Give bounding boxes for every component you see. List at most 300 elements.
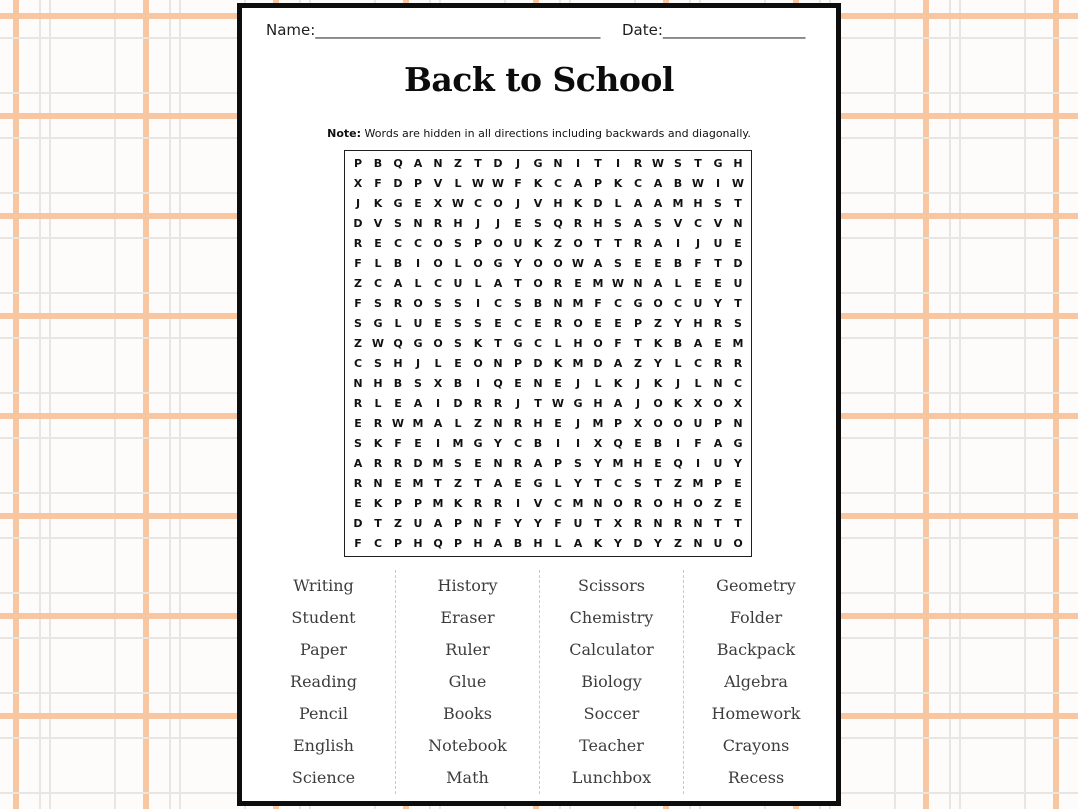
grid-cell: N bbox=[713, 377, 723, 391]
grid-cell: R bbox=[353, 236, 363, 250]
grid-cell: I bbox=[695, 457, 701, 471]
grid-cell: S bbox=[614, 256, 622, 270]
grid-cell: M bbox=[612, 457, 624, 471]
grid-cell: V bbox=[533, 497, 543, 511]
grid-cell: A bbox=[613, 357, 623, 371]
grid-cell: H bbox=[473, 537, 483, 551]
grid-cell: A bbox=[593, 256, 603, 270]
grid-cell: U bbox=[573, 517, 583, 531]
grid-cell: O bbox=[413, 296, 423, 310]
grid-cell: W bbox=[731, 176, 745, 190]
grid-cell: E bbox=[594, 316, 602, 330]
grid-cell: L bbox=[454, 256, 462, 270]
grid-cell: K bbox=[613, 176, 623, 190]
grid-cell: W bbox=[611, 276, 625, 290]
grid-cell: E bbox=[554, 417, 562, 431]
grid-cell: M bbox=[572, 296, 584, 310]
grid-cell: B bbox=[393, 256, 403, 270]
grid-cell: T bbox=[494, 336, 502, 350]
grid-cell: Z bbox=[354, 336, 362, 350]
word-list-item: Crayons bbox=[722, 735, 790, 755]
grid-cell: P bbox=[413, 176, 423, 190]
grid-cell: Z bbox=[474, 417, 482, 431]
grid-cell: O bbox=[693, 497, 703, 511]
grid-cell: R bbox=[633, 517, 643, 531]
grid-cell: L bbox=[414, 276, 422, 290]
grid-cell: T bbox=[654, 477, 662, 491]
grid-cell: H bbox=[673, 497, 683, 511]
word-list-item: History bbox=[437, 576, 498, 596]
grid-cell: O bbox=[573, 316, 583, 330]
grid-cell: L bbox=[594, 377, 602, 391]
grid-cell: N bbox=[353, 377, 363, 391]
grid-cell: J bbox=[675, 377, 681, 391]
grid-cell: L bbox=[694, 377, 702, 391]
grid-cell: B bbox=[393, 377, 403, 391]
grid-cell: H bbox=[693, 316, 703, 330]
letter-grid bbox=[344, 150, 752, 557]
grid-cell: P bbox=[453, 517, 463, 531]
grid-cell: G bbox=[493, 256, 503, 270]
grid-cell: L bbox=[554, 477, 562, 491]
grid-cell: N bbox=[493, 357, 503, 371]
grid-cell: S bbox=[454, 296, 462, 310]
grid-cell: R bbox=[353, 397, 363, 411]
grid-cell: O bbox=[533, 256, 543, 270]
word-list-item: Books bbox=[443, 704, 492, 723]
grid-cell: R bbox=[373, 417, 383, 431]
grid-cell: T bbox=[734, 296, 742, 310]
grid-cell: H bbox=[533, 537, 543, 551]
grid-cell: S bbox=[534, 216, 542, 230]
grid-cell: C bbox=[693, 357, 703, 371]
grid-cell: D bbox=[393, 176, 403, 190]
grid-cell: G bbox=[533, 156, 543, 170]
grid-cell: I bbox=[515, 497, 521, 511]
grid-cell: C bbox=[613, 296, 623, 310]
grid-cell: E bbox=[454, 357, 462, 371]
word-list-item: Notebook bbox=[428, 735, 507, 755]
word-list-item: Glue bbox=[448, 672, 487, 692]
grid-cell: K bbox=[373, 196, 383, 210]
grid-cell: R bbox=[473, 497, 483, 511]
grid-cell: P bbox=[473, 236, 483, 250]
grid-cell: S bbox=[454, 336, 462, 350]
grid-cell: Y bbox=[534, 517, 542, 531]
grid-cell: E bbox=[534, 316, 542, 330]
grid-cell: A bbox=[653, 236, 663, 250]
grid-cell: V bbox=[533, 196, 543, 210]
name-field bbox=[266, 21, 600, 39]
grid-cell: T bbox=[534, 397, 542, 411]
grid-cell: M bbox=[412, 417, 424, 431]
grid-cell: E bbox=[434, 316, 442, 330]
grid-cell: H bbox=[633, 457, 643, 471]
word-list-item: Folder bbox=[729, 608, 783, 628]
grid-cell: X bbox=[613, 517, 623, 531]
grid-cell: A bbox=[653, 276, 663, 290]
grid-cell: E bbox=[494, 316, 502, 330]
grid-cell: E bbox=[374, 236, 382, 250]
grid-cell: G bbox=[533, 477, 543, 491]
grid-cell: Y bbox=[514, 517, 522, 531]
grid-cell: O bbox=[653, 296, 663, 310]
grid-cell: G bbox=[573, 397, 583, 411]
grid-cell: F bbox=[694, 437, 702, 451]
grid-cell: T bbox=[714, 256, 722, 270]
grid-cell: R bbox=[493, 497, 503, 511]
grid-cell: X bbox=[693, 397, 703, 411]
grid-cell: H bbox=[573, 336, 583, 350]
grid-cell: T bbox=[474, 477, 482, 491]
grid-cell: U bbox=[453, 276, 463, 290]
grid-cell: E bbox=[574, 276, 582, 290]
grid-cell: I bbox=[475, 377, 481, 391]
grid-cell: C bbox=[553, 176, 563, 190]
grid-cell: Y bbox=[594, 457, 602, 471]
grid-cell: O bbox=[613, 497, 623, 511]
grid-cell: C bbox=[673, 296, 683, 310]
word-list-item: Ruler bbox=[445, 640, 490, 660]
grid-cell: C bbox=[633, 176, 643, 190]
grid-cell: L bbox=[434, 357, 442, 371]
grid-cell: P bbox=[593, 176, 603, 190]
grid-cell: P bbox=[713, 417, 723, 431]
grid-cell: I bbox=[615, 156, 621, 170]
grid-cell: O bbox=[433, 336, 443, 350]
grid-cell: K bbox=[473, 336, 483, 350]
grid-cell: W bbox=[491, 176, 505, 190]
grid-cell: L bbox=[374, 256, 382, 270]
grid-cell: O bbox=[653, 417, 663, 431]
grid-cell: Z bbox=[714, 497, 722, 511]
grid-cell: T bbox=[714, 517, 722, 531]
grid-cell: E bbox=[414, 437, 422, 451]
grid-cell: K bbox=[613, 377, 623, 391]
grid-cell: J bbox=[515, 156, 521, 170]
grid-cell: E bbox=[414, 196, 422, 210]
grid-cell: D bbox=[633, 537, 643, 551]
grid-cell: H bbox=[453, 216, 463, 230]
grid-cell: B bbox=[513, 537, 523, 551]
grid-cell: I bbox=[435, 397, 441, 411]
grid-cell: Y bbox=[494, 437, 502, 451]
date-line: ___________________ bbox=[662, 21, 806, 39]
word-list-item: Student bbox=[291, 608, 356, 628]
grid-cell: I bbox=[715, 176, 721, 190]
grid-cell: C bbox=[513, 437, 523, 451]
grid-cell: Z bbox=[554, 236, 562, 250]
grid-cell: S bbox=[354, 437, 362, 451]
grid-cell: R bbox=[393, 296, 403, 310]
grid-cell: S bbox=[414, 377, 422, 391]
grid-cell: O bbox=[473, 357, 483, 371]
grid-cell: L bbox=[674, 357, 682, 371]
grid-cell: K bbox=[653, 336, 663, 350]
grid-cell: E bbox=[734, 236, 742, 250]
grid-cell: A bbox=[693, 336, 703, 350]
grid-cell: N bbox=[693, 537, 703, 551]
grid-cell: L bbox=[454, 176, 462, 190]
name-line: ______________________________________ bbox=[315, 21, 601, 39]
grid-cell: J bbox=[415, 357, 421, 371]
grid-cell: R bbox=[513, 417, 523, 431]
grid-cell: M bbox=[432, 497, 444, 511]
grid-cell: Z bbox=[454, 156, 462, 170]
grid-cell: G bbox=[413, 336, 423, 350]
grid-cell: E bbox=[634, 437, 642, 451]
grid-cell: N bbox=[733, 417, 743, 431]
grid-cell: S bbox=[734, 316, 742, 330]
grid-cell: Y bbox=[514, 256, 522, 270]
word-list-item: Recess bbox=[727, 767, 785, 787]
grid-cell: S bbox=[454, 457, 462, 471]
grid-cell: F bbox=[694, 256, 702, 270]
grid-cell: R bbox=[573, 216, 583, 230]
grid-cell: M bbox=[452, 437, 464, 451]
grid-cell: F bbox=[354, 256, 362, 270]
grid-cell: Y bbox=[654, 537, 662, 551]
grid-cell: F bbox=[594, 296, 602, 310]
grid-cell: O bbox=[733, 537, 743, 551]
grid-cell: Q bbox=[673, 457, 683, 471]
grid-cell: N bbox=[553, 156, 563, 170]
grid-cell: K bbox=[573, 196, 583, 210]
grid-cell: G bbox=[373, 316, 383, 330]
grid-cell: R bbox=[553, 276, 563, 290]
grid-cell: M bbox=[432, 457, 444, 471]
grid-cell: H bbox=[733, 156, 743, 170]
grid-cell: J bbox=[635, 397, 641, 411]
grid-cell: B bbox=[673, 336, 683, 350]
grid-cell: K bbox=[373, 497, 383, 511]
word-list-item: Eraser bbox=[440, 608, 495, 628]
grid-cell: I bbox=[435, 437, 441, 451]
grid-cell: W bbox=[371, 336, 385, 350]
grid-cell: Z bbox=[634, 357, 642, 371]
grid-cell: N bbox=[373, 477, 383, 491]
grid-cell: T bbox=[514, 276, 522, 290]
grid-cell: R bbox=[673, 517, 683, 531]
grid-cell: P bbox=[413, 497, 423, 511]
grid-cell: M bbox=[412, 477, 424, 491]
grid-cell: T bbox=[594, 236, 602, 250]
grid-cell: E bbox=[394, 477, 402, 491]
grid-cell: G bbox=[393, 196, 403, 210]
grid-cell: A bbox=[573, 537, 583, 551]
grid-cell: A bbox=[653, 196, 663, 210]
grid-cell: M bbox=[572, 497, 584, 511]
grid-cell: I bbox=[415, 256, 421, 270]
grid-cell: T bbox=[734, 517, 742, 531]
grid-cell: J bbox=[695, 236, 701, 250]
grid-cell: I bbox=[675, 236, 681, 250]
grid-cell: S bbox=[514, 296, 522, 310]
grid-cell: H bbox=[533, 417, 543, 431]
grid-cell: R bbox=[493, 397, 503, 411]
grid-cell: T bbox=[594, 156, 602, 170]
word-list-item: Algebra bbox=[724, 672, 788, 692]
grid-cell: Z bbox=[654, 316, 662, 330]
grid-cell: C bbox=[473, 196, 483, 210]
grid-cell: U bbox=[413, 316, 423, 330]
grid-cell: T bbox=[374, 517, 382, 531]
note-label: Note: bbox=[327, 127, 362, 140]
grid-cell: J bbox=[575, 377, 581, 391]
word-column bbox=[396, 570, 540, 794]
grid-cell: E bbox=[734, 497, 742, 511]
grid-cell: C bbox=[493, 296, 503, 310]
grid-cell: O bbox=[533, 276, 543, 290]
grid-cell: M bbox=[672, 196, 684, 210]
grid-cell: Z bbox=[674, 537, 682, 551]
grid-cell: K bbox=[533, 176, 543, 190]
grid-cell: D bbox=[593, 357, 603, 371]
word-list-item: Homework bbox=[711, 704, 801, 723]
grid-cell: R bbox=[473, 397, 483, 411]
grid-cell: R bbox=[633, 156, 643, 170]
grid-cell: Q bbox=[393, 156, 403, 170]
grid-cell: X bbox=[633, 417, 643, 431]
grid-cell: O bbox=[493, 196, 503, 210]
grid-cell: R bbox=[733, 357, 743, 371]
grid-cell: G bbox=[473, 437, 483, 451]
grid-cell: Y bbox=[654, 357, 662, 371]
grid-cell: E bbox=[394, 397, 402, 411]
word-column bbox=[540, 570, 684, 794]
grid-cell: E bbox=[354, 417, 362, 431]
grid-cell: P bbox=[513, 357, 523, 371]
grid-cell: M bbox=[732, 336, 744, 350]
grid-cell: G bbox=[733, 437, 743, 451]
grid-cell: Y bbox=[734, 457, 742, 471]
grid-cell: O bbox=[713, 397, 723, 411]
grid-cell: A bbox=[433, 517, 443, 531]
grid-cell: I bbox=[475, 296, 481, 310]
grid-cell: K bbox=[653, 377, 663, 391]
grid-cell: T bbox=[594, 517, 602, 531]
grid-cell: S bbox=[374, 357, 382, 371]
grid-cell: R bbox=[353, 477, 363, 491]
grid-cell: F bbox=[354, 537, 362, 551]
grid-cell: R bbox=[633, 236, 643, 250]
grid-cell: V bbox=[373, 216, 383, 230]
grid-cell: P bbox=[633, 316, 643, 330]
word-list-item: Math bbox=[446, 767, 489, 787]
grid-cell: C bbox=[373, 537, 383, 551]
grid-cell: W bbox=[551, 397, 565, 411]
grid-cell: R bbox=[513, 457, 523, 471]
grid-cell: X bbox=[733, 397, 743, 411]
grid-cell: P bbox=[613, 417, 623, 431]
grid-cell: A bbox=[633, 216, 643, 230]
grid-cell: L bbox=[454, 417, 462, 431]
grid-cell: T bbox=[634, 336, 642, 350]
grid-cell: E bbox=[554, 377, 562, 391]
grid-cell: A bbox=[633, 196, 643, 210]
grid-cell: S bbox=[674, 156, 682, 170]
grid-cell: E bbox=[474, 457, 482, 471]
grid-cell: F bbox=[554, 517, 562, 531]
grid-cell: A bbox=[653, 176, 663, 190]
grid-cell: R bbox=[393, 457, 403, 471]
grid-cell: S bbox=[614, 216, 622, 230]
grid-cell: P bbox=[393, 537, 403, 551]
grid-cell: B bbox=[673, 256, 683, 270]
grid-cell: A bbox=[353, 457, 363, 471]
word-list-item: Chemistry bbox=[569, 608, 654, 628]
grid-cell: G bbox=[633, 296, 643, 310]
grid-cell: D bbox=[353, 517, 363, 531]
grid-cell: C bbox=[433, 276, 443, 290]
word-list-item: Teacher bbox=[579, 735, 644, 755]
grid-cell: V bbox=[673, 216, 683, 230]
grid-cell: S bbox=[394, 216, 402, 230]
grid-cell: J bbox=[515, 397, 521, 411]
grid-cell: U bbox=[713, 457, 723, 471]
grid-cell: W bbox=[451, 196, 465, 210]
grid-cell: N bbox=[473, 517, 483, 531]
grid-cell: Z bbox=[354, 276, 362, 290]
page-title: Back to School bbox=[404, 60, 674, 99]
word-list-item: Biology bbox=[581, 672, 642, 692]
word-column bbox=[252, 570, 396, 794]
grid-cell: B bbox=[533, 296, 543, 310]
grid-cell: F bbox=[514, 176, 522, 190]
grid-cell: F bbox=[374, 176, 382, 190]
word-list-item: Lunchbox bbox=[571, 767, 652, 787]
grid-cell: L bbox=[394, 316, 402, 330]
grid-cell: M bbox=[592, 276, 604, 290]
grid-cell: P bbox=[553, 457, 563, 471]
grid-cell: O bbox=[653, 397, 663, 411]
grid-cell: E bbox=[514, 477, 522, 491]
grid-cell: B bbox=[373, 156, 383, 170]
grid-cell: Y bbox=[614, 537, 622, 551]
grid-cell: A bbox=[493, 537, 503, 551]
word-column bbox=[684, 570, 828, 794]
grid-cell: W bbox=[391, 417, 405, 431]
grid-cell: H bbox=[413, 537, 423, 551]
grid-cell: Y bbox=[574, 477, 582, 491]
grid-cell: N bbox=[493, 417, 503, 431]
grid-cell: D bbox=[493, 156, 503, 170]
word-list bbox=[252, 570, 828, 794]
grid-cell: G bbox=[513, 336, 523, 350]
grid-cell: U bbox=[713, 236, 723, 250]
grid-cell: I bbox=[575, 437, 581, 451]
grid-cell: M bbox=[572, 357, 584, 371]
note bbox=[242, 127, 836, 140]
grid-cell: H bbox=[593, 216, 603, 230]
date-label: Date: bbox=[622, 21, 663, 39]
grid-cell: S bbox=[374, 296, 382, 310]
grid-cell: K bbox=[673, 397, 683, 411]
grid-cell: R bbox=[713, 357, 723, 371]
grid-cell: M bbox=[692, 477, 704, 491]
grid-cell: N bbox=[693, 517, 703, 531]
grid-cell: I bbox=[555, 437, 561, 451]
grid-cell: L bbox=[374, 397, 382, 411]
grid-cell: E bbox=[614, 316, 622, 330]
grid-cell: R bbox=[373, 457, 383, 471]
grid-cell: I bbox=[575, 156, 581, 170]
grid-cell: L bbox=[554, 537, 562, 551]
grid-cell: N bbox=[493, 457, 503, 471]
grid-cell: H bbox=[553, 196, 563, 210]
word-list-item: English bbox=[293, 735, 354, 755]
grid-cell: N bbox=[533, 377, 543, 391]
